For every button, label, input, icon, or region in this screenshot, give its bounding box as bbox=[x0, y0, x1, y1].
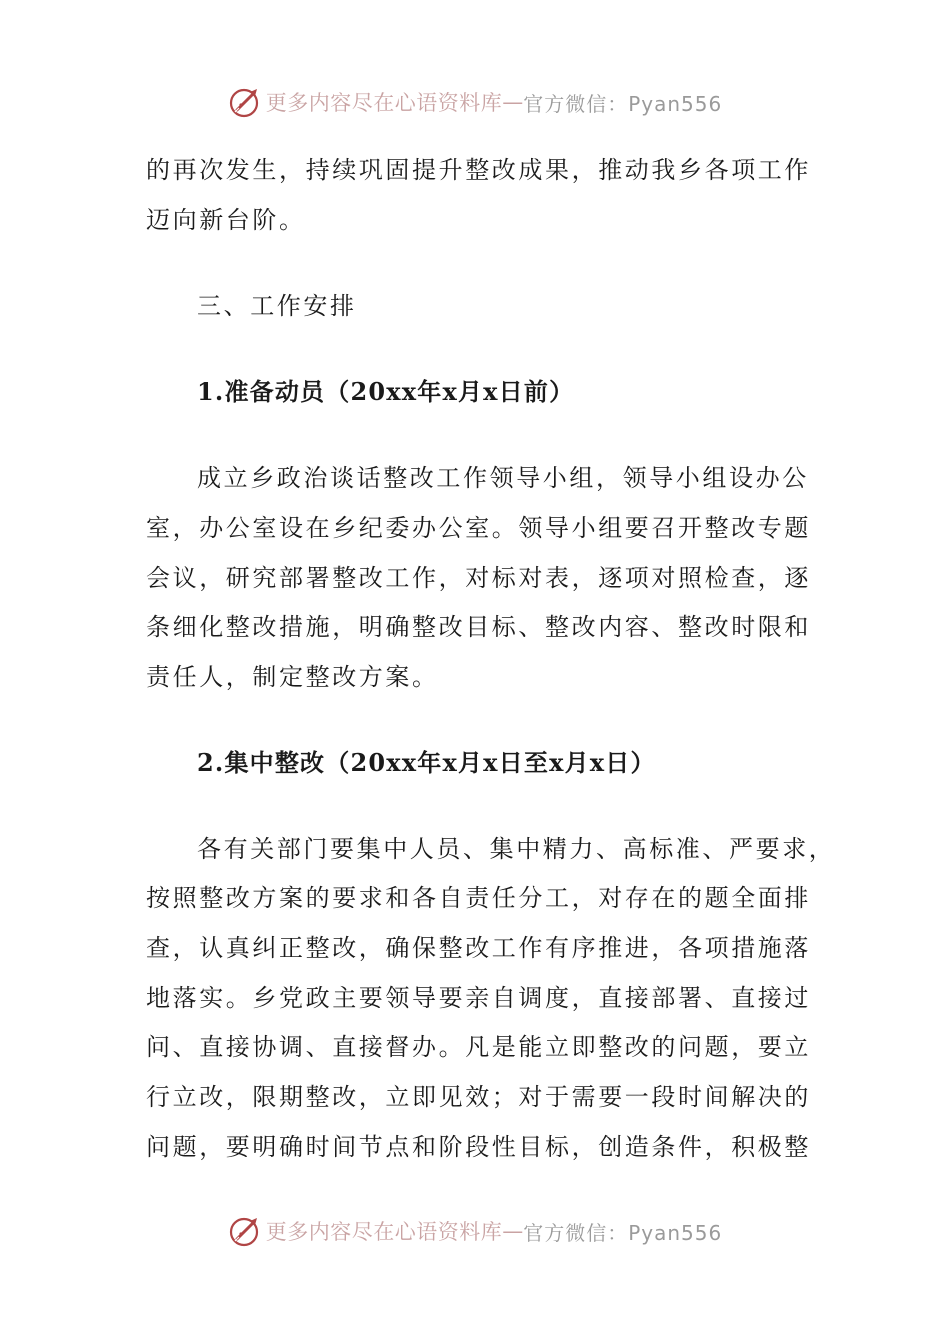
pen-logo-icon bbox=[228, 85, 262, 119]
step2-line-5: 问、直接协调、直接督办。凡是能立即整改的问题，要立 bbox=[146, 1033, 811, 1061]
step1-line-1: 成立乡政治谈话整改工作领导小组，领导小组设办公 bbox=[197, 464, 809, 492]
step1-line-3: 会议，研究部署整改工作，对标对表，逐项对照检查，逐 bbox=[146, 564, 811, 592]
pen-logo-icon bbox=[228, 1214, 262, 1248]
banner-separator: — bbox=[502, 90, 524, 114]
banner-wechat-text: 官方微信：Pyan556 bbox=[523, 91, 723, 116]
footer-watermark-banner bbox=[0, 1211, 950, 1251]
step2-heading: 2.集中整改（20xx年x月x日至x月x日） bbox=[197, 748, 656, 777]
intro-line-2: 迈向新台阶。 bbox=[146, 206, 306, 234]
banner-site-text: 更多内容尽在心语资料库 bbox=[265, 91, 503, 115]
step1-line-5: 责任人，制定整改方案。 bbox=[146, 663, 439, 691]
banner-wechat-text: 官方微信：Pyan556 bbox=[523, 1220, 723, 1245]
step2-line-1: 各有关部门要集中人员、集中精力、高标准、严要求， bbox=[197, 835, 836, 863]
step1-heading: 1.准备动员（20xx年x月x日前） bbox=[197, 377, 575, 406]
step2-line-4: 地落实。乡党政主要领导要亲自调度，直接部署、直接过 bbox=[146, 984, 811, 1012]
section-title: 三、工作安排 bbox=[197, 292, 357, 320]
step2-line-7: 问题，要明确时间节点和阶段性目标，创造条件，积极整 bbox=[146, 1133, 811, 1161]
step2-line-3: 查，认真纠正整改，确保整改工作有序推进，各项措施落 bbox=[146, 934, 811, 962]
intro-line-1: 的再次发生，持续巩固提升整改成果，推动我乡各项工作 bbox=[146, 156, 811, 184]
banner-site-text: 更多内容尽在心语资料库 bbox=[265, 1220, 503, 1244]
step2-line-6: 行立改，限期整改，立即见效；对于需要一段时间解决的 bbox=[146, 1083, 811, 1111]
step2-line-2: 按照整改方案的要求和各自责任分工，对存在的题全面排 bbox=[146, 884, 811, 912]
step1-line-2: 室，办公室设在乡纪委办公室。领导小组要召开整改专题 bbox=[146, 514, 811, 542]
banner-separator: — bbox=[502, 1219, 524, 1243]
step1-line-4: 条细化整改措施，明确整改目标、整改内容、整改时限和 bbox=[146, 613, 811, 641]
header-watermark-banner bbox=[0, 82, 950, 122]
